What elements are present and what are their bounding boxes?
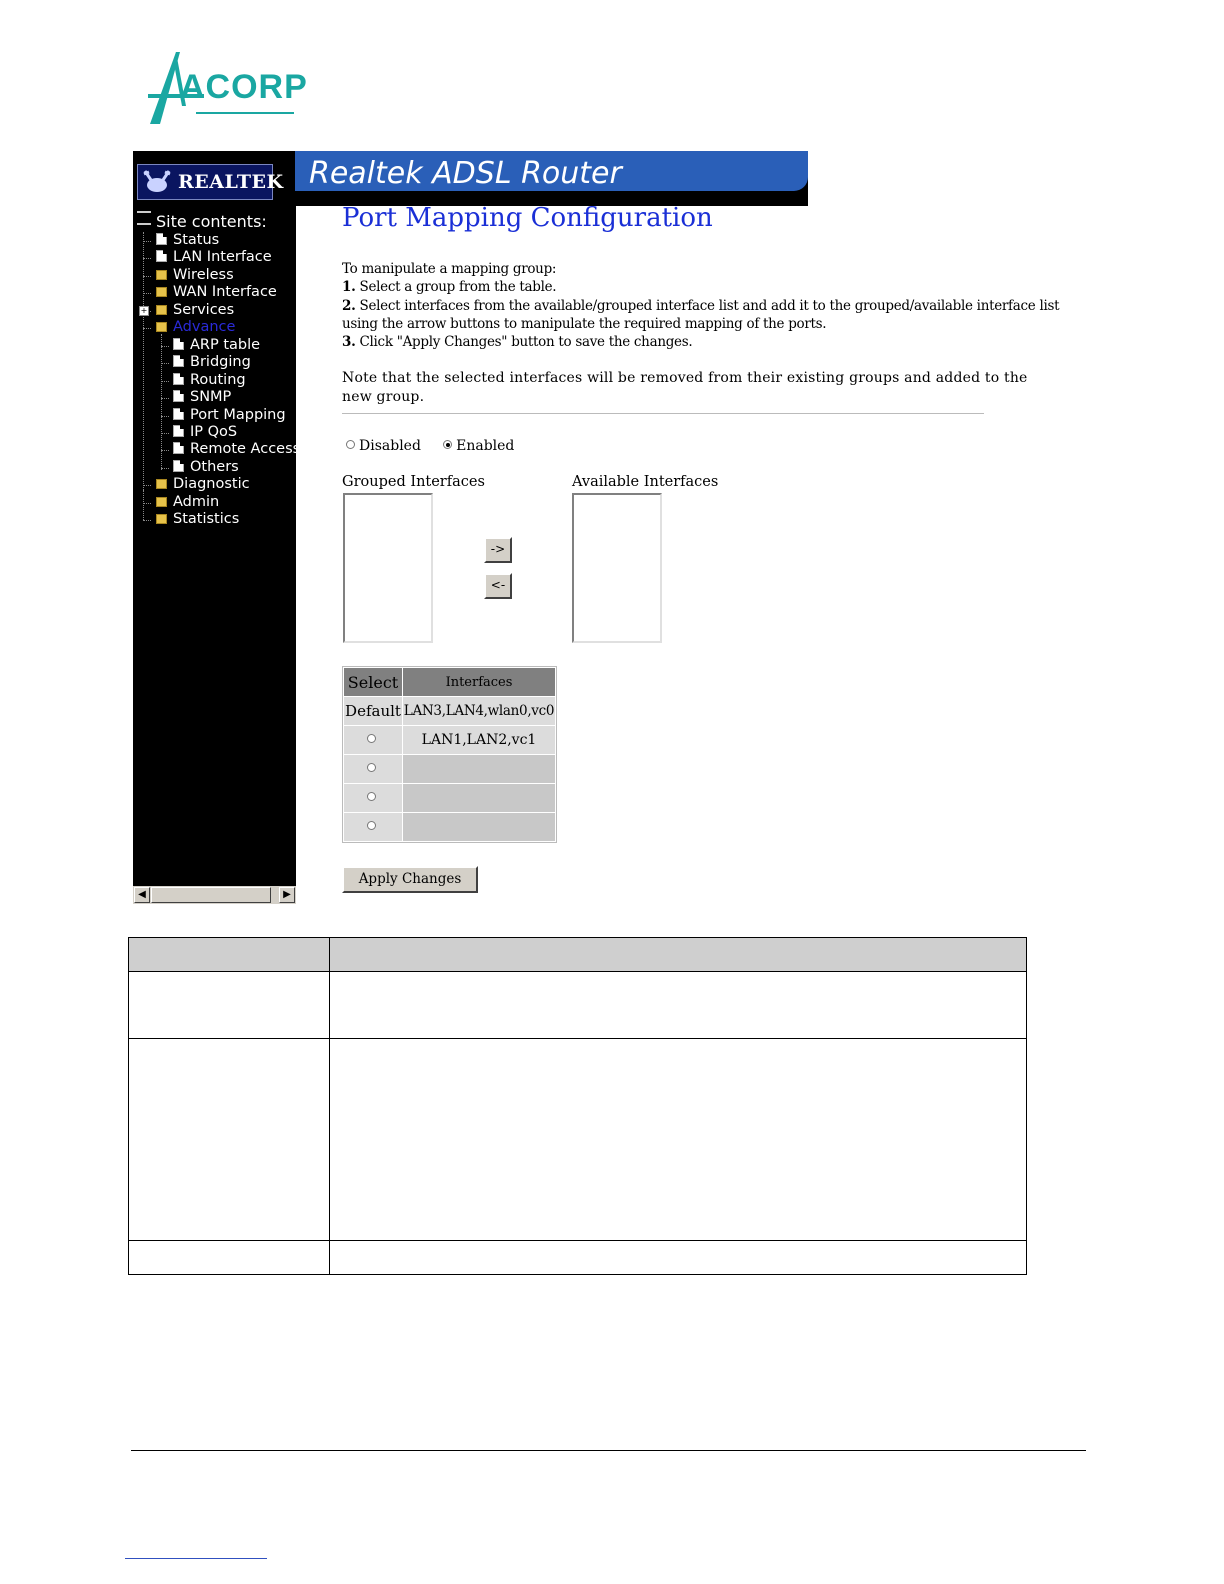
realtek-brand: REALTEK xyxy=(178,171,284,193)
document-icon xyxy=(156,250,167,262)
sidebar-item-label: Statistics xyxy=(173,511,240,528)
available-interfaces-list[interactable] xyxy=(572,493,662,643)
folder-icon xyxy=(156,497,167,507)
document-icon xyxy=(173,442,184,454)
table-row xyxy=(129,938,1027,972)
folder-icon xyxy=(156,270,167,280)
disabled-radio-button[interactable] xyxy=(346,440,355,449)
site-contents-icon xyxy=(137,211,151,225)
sidebar-item-label: IP QoS xyxy=(190,423,238,440)
sidebar-item-label: Remote Access xyxy=(190,441,301,458)
logo-text: ACORP xyxy=(180,68,308,106)
enabled-radio-button[interactable] xyxy=(443,440,452,449)
sidebar-item-diagnostic[interactable] xyxy=(156,476,250,492)
sidebar-item-label: Diagnostic xyxy=(173,476,250,493)
instructions-intro: To manipulate a mapping group: xyxy=(342,261,557,277)
instruction-step-3: 3. Click "Apply Changes" button to save the changes. xyxy=(342,334,693,350)
table-row xyxy=(129,1039,1027,1241)
table-cell xyxy=(129,1241,330,1275)
grouped-interfaces-list[interactable] xyxy=(343,493,433,643)
sidebar-item-advance[interactable] xyxy=(156,319,235,335)
group-4-interfaces xyxy=(403,813,555,841)
disabled-radio[interactable]: Disabled xyxy=(346,435,421,454)
scroll-left-button[interactable]: ◀ xyxy=(134,887,150,903)
table-header-row xyxy=(344,668,555,696)
sidebar-item-admin[interactable] xyxy=(156,494,219,510)
document-icon xyxy=(173,390,184,402)
footer-divider xyxy=(131,1450,1086,1451)
document-icon xyxy=(156,233,167,245)
sidebar-item-status[interactable] xyxy=(156,232,219,248)
sidebar-item-label: ARP table xyxy=(190,336,261,353)
sidebar-item-label: LAN Interface xyxy=(173,249,272,266)
footer-link-underline xyxy=(125,1558,267,1559)
move-to-available-button[interactable]: -> xyxy=(484,537,512,563)
sidebar-item-label: Wireless xyxy=(173,266,234,283)
group-1-radio[interactable] xyxy=(367,734,376,743)
sidebar-item-label: Port Mapping xyxy=(190,406,286,423)
mode-radio-group xyxy=(346,435,514,454)
sidebar-item-statistics[interactable] xyxy=(156,511,239,527)
table-cell xyxy=(129,972,330,1039)
sidebar-item-label: Admin xyxy=(173,493,220,510)
field-description-table xyxy=(128,937,1027,1275)
header-cell xyxy=(129,938,330,972)
acorp-logo xyxy=(146,46,308,128)
table-row xyxy=(129,972,1027,1039)
router-title: Realtek ADSL Router xyxy=(309,156,622,191)
scroll-right-button[interactable]: ▶ xyxy=(279,887,295,903)
available-interfaces-label: Available Interfaces xyxy=(572,474,719,490)
realtek-logo xyxy=(137,164,284,200)
document-icon xyxy=(173,460,184,472)
apply-changes-button[interactable]: Apply Changes xyxy=(342,866,478,893)
open-folder-icon xyxy=(156,322,167,332)
sidebar-item-wireless[interactable] xyxy=(156,267,234,283)
sidebar xyxy=(133,206,301,904)
instruction-step-2b: using the arrow buttons to manipulate the required mapping of the ports. xyxy=(342,316,827,332)
note-line-2: new group. xyxy=(342,389,425,405)
divider xyxy=(342,413,984,414)
sidebar-scrollbar[interactable] xyxy=(133,886,296,904)
enabled-radio[interactable]: Enabled xyxy=(443,435,514,454)
sidebar-item-services[interactable] xyxy=(156,302,234,318)
sidebar-item-label: Routing xyxy=(190,371,246,388)
default-interfaces: LAN3,LAN4,wlan0,vc0 xyxy=(403,697,555,725)
table-row-default xyxy=(344,697,555,725)
table-row[interactable] xyxy=(344,784,555,812)
sidebar-heading: Site contents: xyxy=(137,211,267,231)
group-2-radio[interactable] xyxy=(367,763,376,772)
group-3-radio[interactable] xyxy=(367,792,376,801)
sidebar-item-ip-qos[interactable] xyxy=(173,424,237,440)
document-icon xyxy=(173,425,184,437)
sidebar-item-remote-access[interactable] xyxy=(173,441,300,457)
grouped-interfaces-label: Grouped Interfaces xyxy=(342,474,485,490)
instruction-step-2: 2. Select interfaces from the available/grouped interface list and add it to the grouped/available interface list xyxy=(342,298,1060,314)
sidebar-item-snmp[interactable] xyxy=(173,389,231,405)
document-icon xyxy=(173,408,184,420)
sidebar-item-port-mapping[interactable] xyxy=(173,407,286,423)
table-cell xyxy=(129,1039,330,1241)
table-row[interactable] xyxy=(344,726,555,754)
header-cell xyxy=(330,938,1027,972)
page-title: Port Mapping Configuration xyxy=(342,203,713,233)
title-bar xyxy=(295,151,808,191)
sidebar-item-arp-table[interactable] xyxy=(173,337,260,353)
sidebar-item-label: Services xyxy=(173,301,235,318)
instruction-step-1: 1. Select a group from the table. xyxy=(342,279,557,295)
document-icon xyxy=(173,373,184,385)
move-to-grouped-button[interactable]: <- xyxy=(484,573,512,599)
sidebar-item-bridging[interactable] xyxy=(173,354,251,370)
crab-icon xyxy=(142,168,172,194)
sidebar-item-label: SNMP xyxy=(190,389,232,406)
document-icon xyxy=(173,338,184,350)
sidebar-item-wan-interface[interactable] xyxy=(156,284,277,300)
group-4-radio[interactable] xyxy=(367,821,376,830)
group-3-interfaces xyxy=(403,784,555,812)
column-header-select: Select xyxy=(344,668,402,696)
router-header xyxy=(133,151,808,206)
group-2-interfaces xyxy=(403,755,555,783)
default-label: Default xyxy=(344,697,402,725)
table-cell xyxy=(330,1241,1027,1275)
table-cell xyxy=(330,1039,1027,1241)
sidebar-item-label: WAN Interface xyxy=(173,284,277,301)
folder-icon xyxy=(156,305,167,315)
expand-icon[interactable]: + xyxy=(140,305,148,315)
sidebar-item-label: Advance xyxy=(173,319,236,336)
folder-icon xyxy=(156,287,167,297)
note-line-1: Note that the selected interfaces will be removed from their existing groups and added to the xyxy=(342,370,1028,386)
sidebar-item-routing[interactable] xyxy=(173,372,246,388)
table-row[interactable] xyxy=(344,813,555,841)
sidebar-item-label: Others xyxy=(190,458,239,475)
table-row xyxy=(129,1241,1027,1275)
table-cell xyxy=(330,972,1027,1039)
folder-icon xyxy=(156,514,167,524)
sidebar-item-others[interactable] xyxy=(173,459,239,475)
column-header-interfaces: Interfaces xyxy=(403,668,555,696)
group-1-interfaces: LAN1,LAN2,vc1 xyxy=(403,726,555,754)
folder-icon xyxy=(156,479,167,489)
sidebar-item-lan-interface[interactable] xyxy=(156,249,272,265)
table-row[interactable] xyxy=(344,755,555,783)
document-icon xyxy=(173,355,184,367)
sidebar-item-label: Status xyxy=(173,232,220,248)
mapping-group-table xyxy=(342,666,557,843)
scroll-thumb[interactable] xyxy=(151,887,271,903)
sidebar-item-label: Bridging xyxy=(190,354,251,371)
